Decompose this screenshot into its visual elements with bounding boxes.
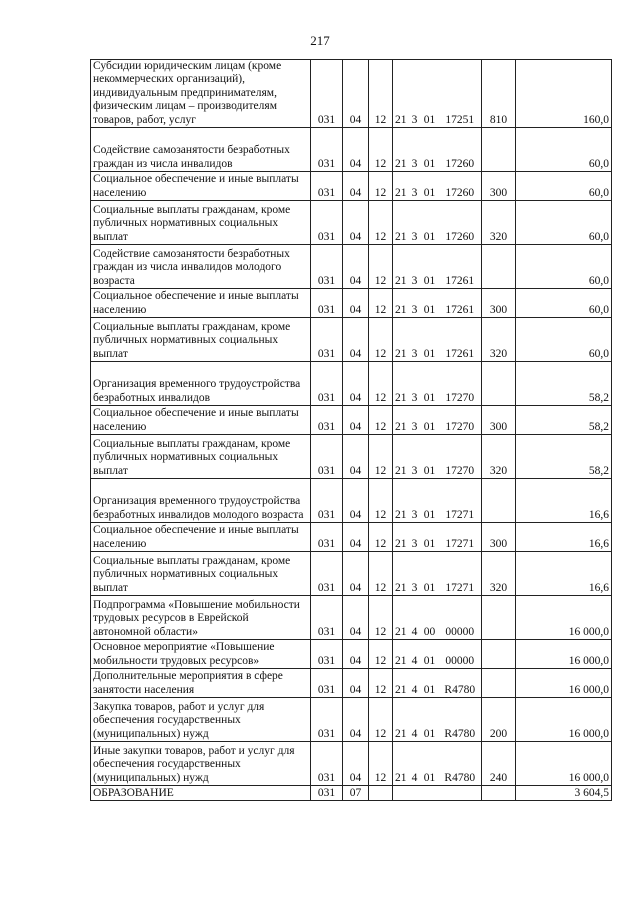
target-code-event: 01: [421, 698, 439, 742]
target-code-direction: 17261: [439, 245, 482, 289]
section-code: 04: [343, 289, 369, 318]
amount-value: 60,0: [516, 318, 612, 362]
amount-value: 3 604,5: [516, 786, 612, 801]
row-name: Социальное обеспечение и иные выплаты населению: [91, 172, 311, 201]
amount-value: 60,0: [516, 128, 612, 172]
subsection-code: 12: [369, 435, 393, 479]
expense-type-code: [482, 245, 516, 289]
section-code: 04: [343, 596, 369, 640]
expense-type-code: [482, 479, 516, 523]
target-code-event: 01: [421, 640, 439, 669]
target-code-event: 01: [421, 245, 439, 289]
section-code: 04: [343, 60, 369, 128]
ministry-code: 031: [311, 128, 343, 172]
subsection-code: 12: [369, 640, 393, 669]
amount-value: 58,2: [516, 435, 612, 479]
ministry-code: 031: [311, 172, 343, 201]
row-name: Социальное обеспечение и иные выплаты населению: [91, 406, 311, 435]
ministry-code: 031: [311, 289, 343, 318]
row-name: Содействие самозанятости безработных граждан из числа инвалидов молодого возраста: [91, 245, 311, 289]
target-code-direction: [439, 786, 482, 801]
target-code-subprogram: 3: [409, 435, 421, 479]
section-code: 04: [343, 479, 369, 523]
expense-type-code: [482, 640, 516, 669]
target-code-subprogram: 3: [409, 523, 421, 552]
subsection-code: 12: [369, 669, 393, 698]
ministry-code: 031: [311, 669, 343, 698]
target-code-direction: 17271: [439, 523, 482, 552]
target-code-direction: 17270: [439, 362, 482, 406]
target-code-subprogram: 3: [409, 128, 421, 172]
row-name: Подпрограмма «Повышение мобильности трудовых ресурсов в Еврейской автономной области»: [91, 596, 311, 640]
section-code: 04: [343, 128, 369, 172]
target-code-program: 21: [393, 362, 409, 406]
target-code-event: 01: [421, 669, 439, 698]
expense-type-code: 320: [482, 201, 516, 245]
budget-table: [90, 59, 612, 801]
amount-value: 16 000,0: [516, 596, 612, 640]
target-code-event: 01: [421, 318, 439, 362]
target-code-direction: 17260: [439, 128, 482, 172]
ministry-code: 031: [311, 596, 343, 640]
target-code-direction: 17270: [439, 435, 482, 479]
row-name: Дополнительные мероприятия в сфере занятости населения: [91, 669, 311, 698]
ministry-code: 031: [311, 435, 343, 479]
table-row: [91, 201, 612, 245]
ministry-code: 031: [311, 552, 343, 596]
subsection-code: 12: [369, 596, 393, 640]
ministry-code: 031: [311, 742, 343, 786]
row-name: Социальные выплаты гражданам, кроме публичных нормативных социальных выплат: [91, 318, 311, 362]
table-row: [91, 245, 612, 289]
target-code-subprogram: [409, 786, 421, 801]
table-row: [91, 742, 612, 786]
section-code: 04: [343, 245, 369, 289]
expense-type-code: 300: [482, 289, 516, 318]
target-code-program: 21: [393, 245, 409, 289]
target-code-event: 01: [421, 128, 439, 172]
target-code-event: 01: [421, 201, 439, 245]
section-code: 07: [343, 786, 369, 801]
target-code-event: 01: [421, 172, 439, 201]
target-code-direction: 17261: [439, 318, 482, 362]
amount-value: 16 000,0: [516, 640, 612, 669]
subsection-code: 12: [369, 128, 393, 172]
expense-type-code: 300: [482, 523, 516, 552]
ministry-code: 031: [311, 640, 343, 669]
table-row: [91, 362, 612, 406]
section-code: 04: [343, 698, 369, 742]
target-code-direction: R4780: [439, 698, 482, 742]
amount-value: 160,0: [516, 60, 612, 128]
expense-type-code: 240: [482, 742, 516, 786]
subsection-code: 12: [369, 362, 393, 406]
expense-type-code: [482, 786, 516, 801]
expense-type-code: [482, 362, 516, 406]
target-code-direction: R4780: [439, 669, 482, 698]
target-code-program: 21: [393, 435, 409, 479]
table-row: [91, 523, 612, 552]
amount-value: 60,0: [516, 172, 612, 201]
target-code-program: 21: [393, 596, 409, 640]
target-code-program: 21: [393, 289, 409, 318]
amount-value: 58,2: [516, 362, 612, 406]
amount-value: 16,6: [516, 523, 612, 552]
target-code-program: 21: [393, 742, 409, 786]
ministry-code: 031: [311, 60, 343, 128]
target-code-program: 21: [393, 201, 409, 245]
amount-value: 60,0: [516, 245, 612, 289]
target-code-direction: 17260: [439, 172, 482, 201]
section-code: 04: [343, 640, 369, 669]
target-code-program: 21: [393, 406, 409, 435]
target-code-direction: R4780: [439, 742, 482, 786]
subsection-code: 12: [369, 172, 393, 201]
target-code-subprogram: 4: [409, 669, 421, 698]
target-code-subprogram: 4: [409, 742, 421, 786]
target-code-program: 21: [393, 128, 409, 172]
row-name: Содействие самозанятости безработных граждан из числа инвалидов: [91, 128, 311, 172]
target-code-event: 01: [421, 742, 439, 786]
subsection-code: 12: [369, 742, 393, 786]
target-code-subprogram: 3: [409, 60, 421, 128]
target-code-subprogram: 3: [409, 318, 421, 362]
row-name: Субсидии юридическим лицам (кроме некоммерческих организаций), индивидуальным предпринимателям, физическим лицам – производителям товаров, работ, услуг: [91, 60, 311, 128]
target-code-event: 00: [421, 596, 439, 640]
subsection-code: 12: [369, 201, 393, 245]
target-code-event: [421, 786, 439, 801]
target-code-event: 01: [421, 523, 439, 552]
row-name: Социальные выплаты гражданам, кроме публичных нормативных социальных выплат: [91, 435, 311, 479]
target-code-subprogram: 3: [409, 201, 421, 245]
expense-type-code: 320: [482, 552, 516, 596]
subsection-code: 12: [369, 60, 393, 128]
target-code-subprogram: 4: [409, 640, 421, 669]
target-code-program: 21: [393, 479, 409, 523]
target-code-direction: 17270: [439, 406, 482, 435]
target-code-program: 21: [393, 523, 409, 552]
target-code-event: 01: [421, 435, 439, 479]
table-row: [91, 669, 612, 698]
target-code-subprogram: 3: [409, 172, 421, 201]
target-code-program: 21: [393, 640, 409, 669]
amount-value: 16 000,0: [516, 698, 612, 742]
expense-type-code: [482, 128, 516, 172]
amount-value: 58,2: [516, 406, 612, 435]
amount-value: 60,0: [516, 201, 612, 245]
table-row: [91, 640, 612, 669]
amount-value: 16,6: [516, 552, 612, 596]
row-name: Социальные выплаты гражданам, кроме публичных нормативных социальных выплат: [91, 552, 311, 596]
ministry-code: 031: [311, 786, 343, 801]
expense-type-code: 320: [482, 318, 516, 362]
target-code-direction: 17261: [439, 289, 482, 318]
section-code: 04: [343, 406, 369, 435]
target-code-direction: 00000: [439, 640, 482, 669]
subsection-code: 12: [369, 406, 393, 435]
table-row: [91, 289, 612, 318]
row-name: Социальное обеспечение и иные выплаты населению: [91, 289, 311, 318]
table-row: [91, 479, 612, 523]
table-row: [91, 552, 612, 596]
ministry-code: 031: [311, 406, 343, 435]
section-code: 04: [343, 669, 369, 698]
ministry-code: 031: [311, 318, 343, 362]
target-code-subprogram: 3: [409, 406, 421, 435]
subsection-code: 12: [369, 698, 393, 742]
target-code-direction: 17260: [439, 201, 482, 245]
amount-value: 60,0: [516, 289, 612, 318]
expense-type-code: 810: [482, 60, 516, 128]
subsection-code: 12: [369, 479, 393, 523]
ministry-code: 031: [311, 698, 343, 742]
row-name: Организация временного трудоустройства безработных инвалидов: [91, 362, 311, 406]
table-row: [91, 128, 612, 172]
ministry-code: 031: [311, 523, 343, 552]
amount-value: 16 000,0: [516, 742, 612, 786]
row-name: ОБРАЗОВАНИЕ: [91, 786, 311, 801]
section-code: 04: [343, 742, 369, 786]
target-code-program: [393, 786, 409, 801]
budget-table-body: [91, 60, 612, 801]
target-code-subprogram: 3: [409, 479, 421, 523]
target-code-subprogram: 4: [409, 698, 421, 742]
row-name: Социальные выплаты гражданам, кроме публичных нормативных социальных выплат: [91, 201, 311, 245]
target-code-direction: 17271: [439, 479, 482, 523]
target-code-program: 21: [393, 669, 409, 698]
amount-value: 16 000,0: [516, 669, 612, 698]
subsection-code: 12: [369, 289, 393, 318]
table-row: [91, 786, 612, 801]
target-code-program: 21: [393, 318, 409, 362]
target-code-direction: 17271: [439, 552, 482, 596]
subsection-code: 12: [369, 245, 393, 289]
section-code: 04: [343, 318, 369, 362]
target-code-event: 01: [421, 289, 439, 318]
subsection-code: [369, 786, 393, 801]
table-row: [91, 596, 612, 640]
target-code-event: 01: [421, 479, 439, 523]
table-row: [91, 435, 612, 479]
row-name: Иные закупки товаров, работ и услуг для обеспечения государственных (муниципальных) нужд: [91, 742, 311, 786]
section-code: 04: [343, 201, 369, 245]
target-code-event: 01: [421, 552, 439, 596]
target-code-subprogram: 3: [409, 552, 421, 596]
ministry-code: 031: [311, 245, 343, 289]
section-code: 04: [343, 362, 369, 406]
target-code-event: 01: [421, 362, 439, 406]
ministry-code: 031: [311, 479, 343, 523]
target-code-program: 21: [393, 60, 409, 128]
table-row: [91, 406, 612, 435]
subsection-code: 12: [369, 318, 393, 362]
amount-value: 16,6: [516, 479, 612, 523]
section-code: 04: [343, 172, 369, 201]
ministry-code: 031: [311, 201, 343, 245]
expense-type-code: [482, 669, 516, 698]
expense-type-code: 320: [482, 435, 516, 479]
page-number: 217: [310, 33, 330, 48]
target-code-event: 01: [421, 406, 439, 435]
section-code: 04: [343, 435, 369, 479]
target-code-direction: 00000: [439, 596, 482, 640]
target-code-subprogram: 4: [409, 596, 421, 640]
section-code: 04: [343, 552, 369, 596]
target-code-subprogram: 3: [409, 289, 421, 318]
row-name: Организация временного трудоустройства безработных инвалидов молодого возраста: [91, 479, 311, 523]
table-row: [91, 318, 612, 362]
target-code-event: 01: [421, 60, 439, 128]
section-code: 04: [343, 523, 369, 552]
table-row: [91, 698, 612, 742]
row-name: Закупка товаров, работ и услуг для обеспечения государственных (муниципальных) нужд: [91, 698, 311, 742]
expense-type-code: 300: [482, 406, 516, 435]
target-code-subprogram: 3: [409, 245, 421, 289]
target-code-program: 21: [393, 172, 409, 201]
row-name: Основное мероприятие «Повышение мобильности трудовых ресурсов»: [91, 640, 311, 669]
subsection-code: 12: [369, 552, 393, 596]
expense-type-code: 200: [482, 698, 516, 742]
table-row: [91, 172, 612, 201]
expense-type-code: [482, 596, 516, 640]
ministry-code: 031: [311, 362, 343, 406]
subsection-code: 12: [369, 523, 393, 552]
target-code-program: 21: [393, 552, 409, 596]
expense-type-code: 300: [482, 172, 516, 201]
target-code-program: 21: [393, 698, 409, 742]
table-row: [91, 60, 612, 128]
target-code-subprogram: 3: [409, 362, 421, 406]
target-code-direction: 17251: [439, 60, 482, 128]
row-name: Социальное обеспечение и иные выплаты населению: [91, 523, 311, 552]
